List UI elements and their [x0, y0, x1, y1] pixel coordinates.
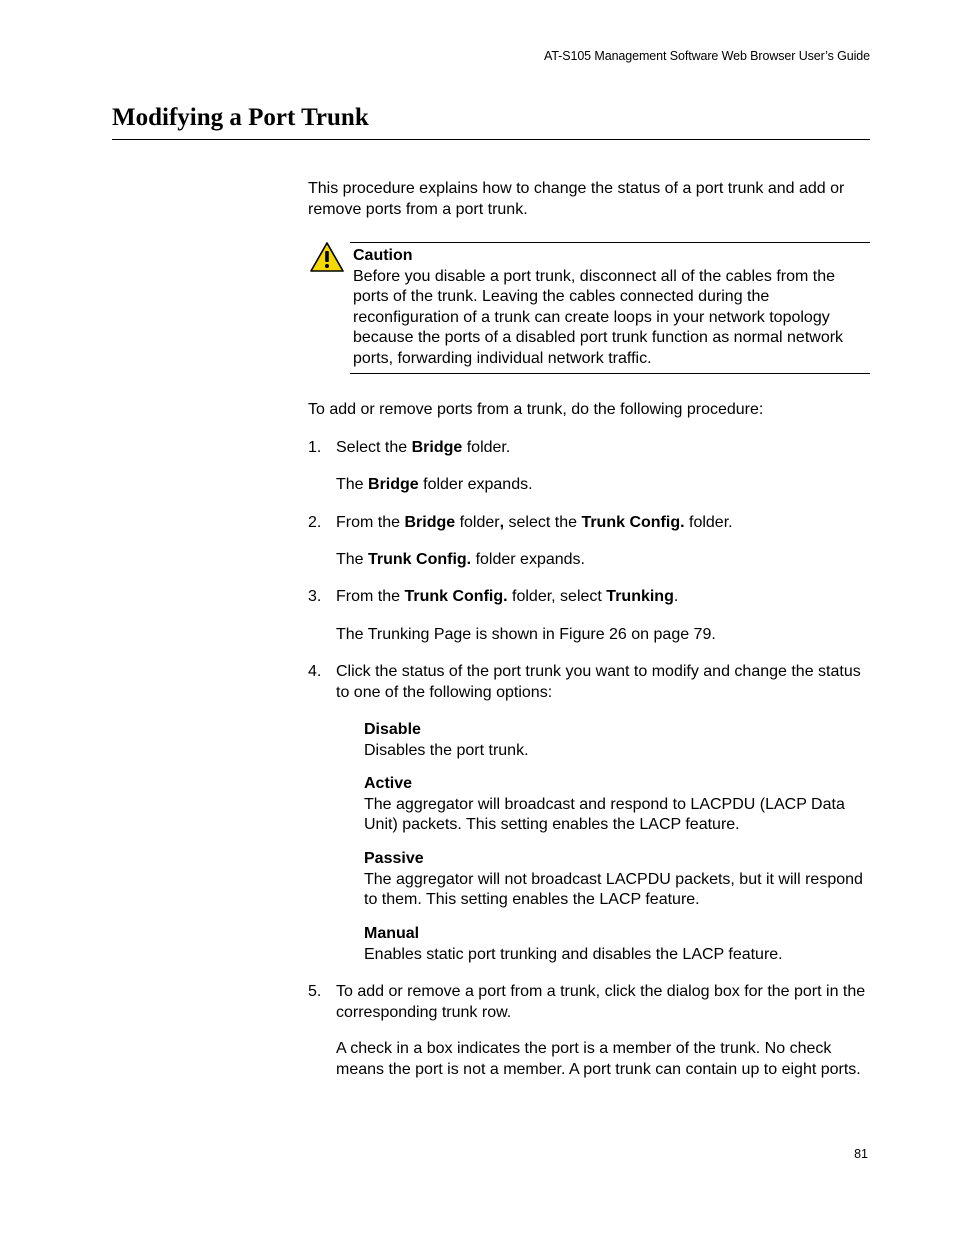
title-rule	[112, 139, 870, 140]
option-name: Disable	[364, 721, 421, 738]
page-title: Modifying a Port Trunk	[112, 104, 369, 131]
option-disable	[364, 720, 870, 761]
option-active	[364, 774, 870, 836]
step-number: 3.	[308, 588, 322, 605]
option-passive	[364, 849, 870, 911]
step-3-result: The Trunking Page is shown in Figure 26 on page 79.	[336, 626, 716, 643]
step-2-result: The Trunk Config. folder expands.	[336, 551, 585, 568]
step-text: From the Bridge folder, select the Trunk Config. folder.	[336, 514, 733, 531]
page-number: 81	[854, 1147, 868, 1161]
warning-triangle-icon	[309, 241, 345, 273]
intro-paragraph: This procedure explains how to change the status of a port trunk and add or remove ports from a port trunk.	[308, 180, 845, 218]
step-text: Click the status of the port trunk you want to modify and change the status to one of the following options:	[336, 663, 861, 701]
step-5-result: A check in a box indicates the port is a member of the trunk. No check means the port is not a member. A port trunk can contain up to eight ports.	[336, 1040, 861, 1078]
option-desc: Disables the port trunk.	[364, 741, 529, 759]
step-text: From the Trunk Config. folder, select Trunking.	[336, 588, 679, 605]
caution-text: Before you disable a port trunk, disconnect all of the cables from the ports of the trunk. Leaving the cables connected during the reconfiguration of a trunk can create loops in your network topology because the ports of a disabled port trunk function as normal network ports, forwarding individual network traffic.	[353, 267, 844, 367]
option-name: Manual	[364, 925, 420, 942]
option-name: Active	[364, 775, 413, 792]
step-number: 2.	[308, 514, 322, 531]
option-desc: The aggregator will not broadcast LACPDU packets, but it will respond to them. This setting enables the LACP feature.	[364, 870, 863, 908]
option-desc: Enables static port trunking and disables the LACP feature.	[364, 945, 783, 963]
step-number: 4.	[308, 663, 322, 680]
step-text: Select the Bridge folder.	[336, 439, 511, 456]
step-number: 1.	[308, 439, 322, 456]
caution-title: Caution	[353, 247, 413, 264]
caution-box	[350, 242, 870, 374]
option-desc: The aggregator will broadcast and respond to LACPDU (LACP Data Unit) packets. This setting enables the LACP feature.	[364, 795, 845, 833]
running-header: AT-S105 Management Software Web Browser User’s Guide	[544, 49, 870, 63]
option-name: Passive	[364, 850, 424, 867]
option-manual	[364, 924, 870, 965]
procedure-lead-in: To add or remove ports from a trunk, do the following procedure:	[308, 401, 764, 418]
step-number: 5.	[308, 983, 322, 1000]
step-text: To add or remove a port from a trunk, click the dialog box for the port in the corresponding trunk row.	[336, 983, 866, 1021]
step-1-result: The Bridge folder expands.	[336, 476, 533, 493]
